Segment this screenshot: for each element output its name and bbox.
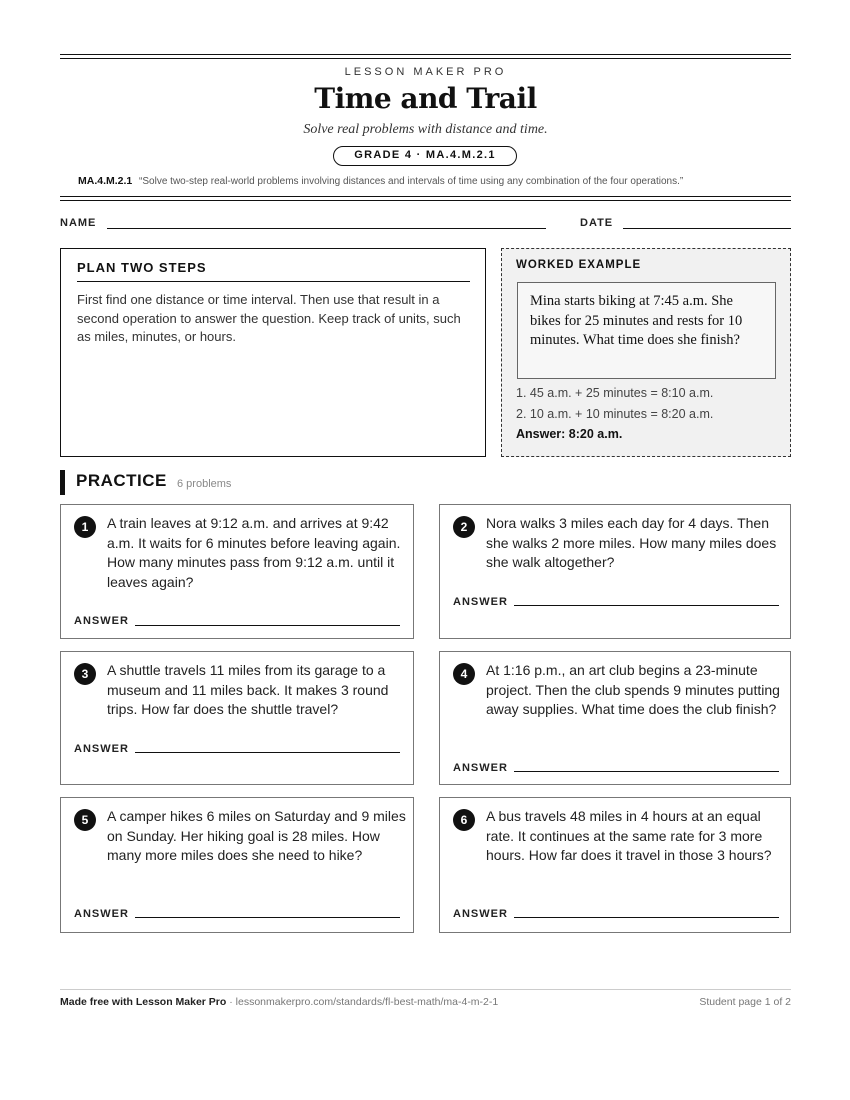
practice-accent-bar (60, 470, 65, 495)
grade-badge: GRADE 4 · MA.4.M.2.1 (333, 146, 517, 166)
worksheet-page (60, 0, 791, 1100)
answer-label: ANSWER (74, 615, 129, 627)
answer-field[interactable] (135, 917, 400, 918)
problem-number-badge: 4 (453, 663, 475, 685)
header-rule (60, 58, 791, 59)
problem-text: A bus travels 48 miles in 4 hours at an equal rate. It continues at the same rate for 3 more hours. How far does it travel in those 3 hours? (486, 808, 772, 863)
practice-count: 6 problems (177, 478, 232, 490)
page-subtitle: Solve real problems with distance and time. (303, 122, 548, 137)
worked-example-heading: WORKED EXAMPLE (516, 259, 642, 271)
answer-field[interactable] (135, 752, 400, 753)
worked-example-step: 2. 10 a.m. + 10 minutes = 8:20 a.m. (516, 407, 714, 421)
problem-number-badge: 1 (74, 516, 96, 538)
problem-number-badge: 3 (74, 663, 96, 685)
problem-card-6 (439, 797, 791, 933)
footer-rule (60, 989, 791, 990)
brand-name: LESSON MAKER PRO (344, 66, 507, 78)
name-field[interactable] (107, 228, 546, 229)
footer-page-number: Student page 1 of 2 (699, 996, 791, 1008)
answer-field[interactable] (514, 771, 779, 772)
plan-box (60, 248, 486, 457)
worked-example-problem-box (517, 282, 776, 379)
standard-text: “Solve two-step real-world problems involving distances and intervals of time using any combination of the four operations.” (139, 176, 684, 187)
answer-label: ANSWER (74, 908, 129, 920)
problem-card-4 (439, 651, 791, 785)
answer-label: ANSWER (74, 743, 129, 755)
header-rule (60, 196, 791, 197)
header-rule (60, 54, 791, 55)
worked-example-box (501, 248, 791, 457)
problem-card-5 (60, 797, 414, 933)
problem-text: Nora walks 3 miles each day for 4 days. Then she walks 2 more miles. How many miles does she walk altogether? (486, 515, 777, 570)
standard-description (78, 175, 788, 187)
problem-card-3 (60, 651, 414, 785)
footer-credit (60, 996, 498, 1008)
problem-number-badge: 6 (453, 809, 475, 831)
answer-label: ANSWER (453, 596, 508, 608)
worked-example-steps (516, 383, 713, 425)
answer-field[interactable] (514, 917, 779, 918)
problem-text: At 1:16 p.m., an art club begins a 23-minute project. Then the club spends 9 minutes putting away supplies. What time does the club finish? (486, 662, 780, 717)
answer-label: ANSWER (453, 908, 508, 920)
worked-example-answer: Answer: 8:20 a.m. (516, 427, 623, 441)
standard-code: MA.4.M.2.1 (78, 175, 133, 187)
worked-example-problem: Mina starts biking at 7:45 a.m. She bikes for 25 minutes and rests for 10 minutes. What time does she finish? (530, 293, 743, 348)
plan-body: First find one distance or time interval. Then use that result in a second operation to answer the question. Keep track of units, such as miles, minutes, or hours. (77, 292, 461, 344)
page-title: Time and Trail (314, 82, 537, 115)
problem-text: A shuttle travels 11 miles from its garage to a museum and 11 miles back. It makes 3 round trips. How far does the shuttle travel? (107, 662, 389, 717)
name-label: NAME (60, 217, 97, 229)
problem-card-2 (439, 504, 791, 639)
answer-label: ANSWER (453, 762, 508, 774)
date-label: DATE (580, 217, 614, 229)
worked-example-step: 1. 45 a.m. + 25 minutes = 8:10 a.m. (516, 386, 714, 400)
problem-card-1 (60, 504, 414, 639)
header-rule (60, 200, 791, 201)
footer-made-with: Made free with Lesson Maker Pro (60, 996, 227, 1008)
problem-number-badge: 2 (453, 516, 475, 538)
plan-heading: PLAN TWO STEPS (77, 260, 470, 282)
problem-number-badge: 5 (74, 809, 96, 831)
practice-title: PRACTICE (76, 471, 167, 490)
date-field[interactable] (623, 228, 791, 229)
answer-field[interactable] (514, 605, 779, 606)
answer-field[interactable] (135, 625, 400, 626)
problem-text: A train leaves at 9:12 a.m. and arrives at 9:42 a.m. It waits for 6 minutes before leaving again. How many minutes pass from 9:12 a.m. until it leaves again? (107, 515, 401, 590)
problem-text: A camper hikes 6 miles on Saturday and 9 miles on Sunday. Her hiking goal is 28 miles. How many more miles does she need to hike? (107, 808, 406, 863)
footer-url: · lessonmakerpro.com/standards/fl-best-math/ma-4-m-2-1 (226, 996, 499, 1008)
